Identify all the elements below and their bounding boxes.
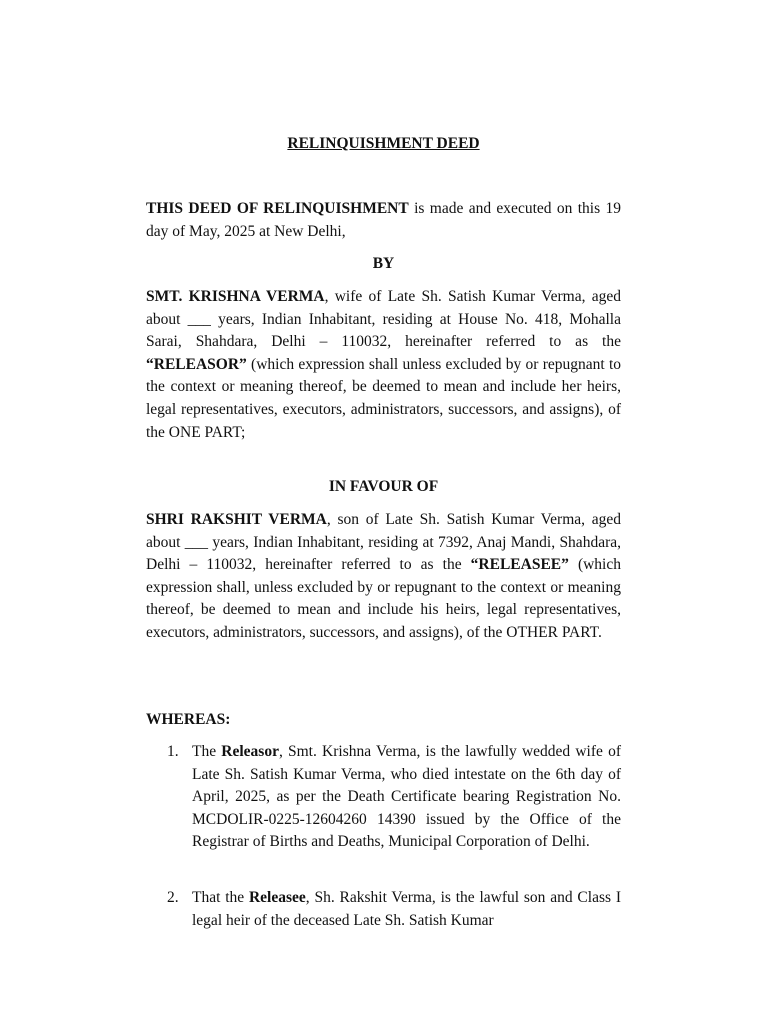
list-item-body: , Sh. Rakshit Verma, is the lawful son and Class I legal heir of the deceased Late Sh. Satish Kumar [192,889,621,929]
intro-bold-text: THIS DEED OF RELINQUISHMENT [146,200,409,217]
document-title: RELINQUISHMENT DEED [287,135,480,152]
releasor-term: “RELEASOR” [146,355,247,373]
list-item-text [192,741,621,854]
releasee-name: SHRI RAKSHIT VERMA [146,511,327,528]
releasor-text-2: (which expression shall unless excluded by or repugnant to the context or meaning thereof, be deemed to mean and include her heirs, legal representatives, executors, administrators, successors, and assigns), of the ONE PART; [146,355,621,441]
releasee-text-1: , son of Late Sh. Satish Kumar Verma, aged about ___ years, Indian Inhabitant, residing at 7392, Anaj Mandi, Shahdara, Delhi – 110032, hereinafter referred to as the [146,511,621,574]
list-item-lead: The [192,743,222,760]
by-heading: BY [372,255,395,272]
releasee-term: “RELEASEE” [470,556,569,574]
list-item-bold: Releasor [221,743,279,760]
releasee-text-2: (which expression shall, unless excluded by or repugnant to the context or meaning thereof, be deemed to mean and include his heirs, legal representatives, executors, administrators, successors, and assigns), of the OTHER PART. [146,556,621,641]
releasor-text-1: , wife of Late Sh. Satish Kumar Verma, aged about ___ years, Indian Inhabitant, residing at House No. 418, Mohalla Sarai, Shahdara, Delhi – 110032, hereinafter referred to as the [146,288,621,351]
list-item-text [192,887,621,932]
intro-text: is made and executed on this 19 day of May, 2025 at New Delhi, [146,200,621,240]
whereas-heading: WHEREAS: [146,711,231,728]
list-item-number: 1. [167,743,179,760]
list-item-bold: Releasee [248,889,306,906]
releasor-name: SMT. KRISHNA VERMA [146,288,325,305]
list-item-number: 2. [167,889,179,906]
releasor-paragraph [146,286,621,444]
intro-paragraph [146,198,621,243]
list-item-lead: That the [192,889,249,906]
list-item-body: , Smt. Krishna Verma, is the lawfully wedded wife of Late Sh. Satish Kumar Verma, who died intestate on the 6th day of April, 2025, as per the Death Certificate bearing Registration No. MCDOLIR-0225-12604260 14390 issued by the Office of the Registrar of Births and Deaths, Municipal Corporation of Delhi. [192,743,621,851]
releasee-paragraph [146,509,621,645]
in-favour-heading: IN FAVOUR OF [328,478,439,495]
